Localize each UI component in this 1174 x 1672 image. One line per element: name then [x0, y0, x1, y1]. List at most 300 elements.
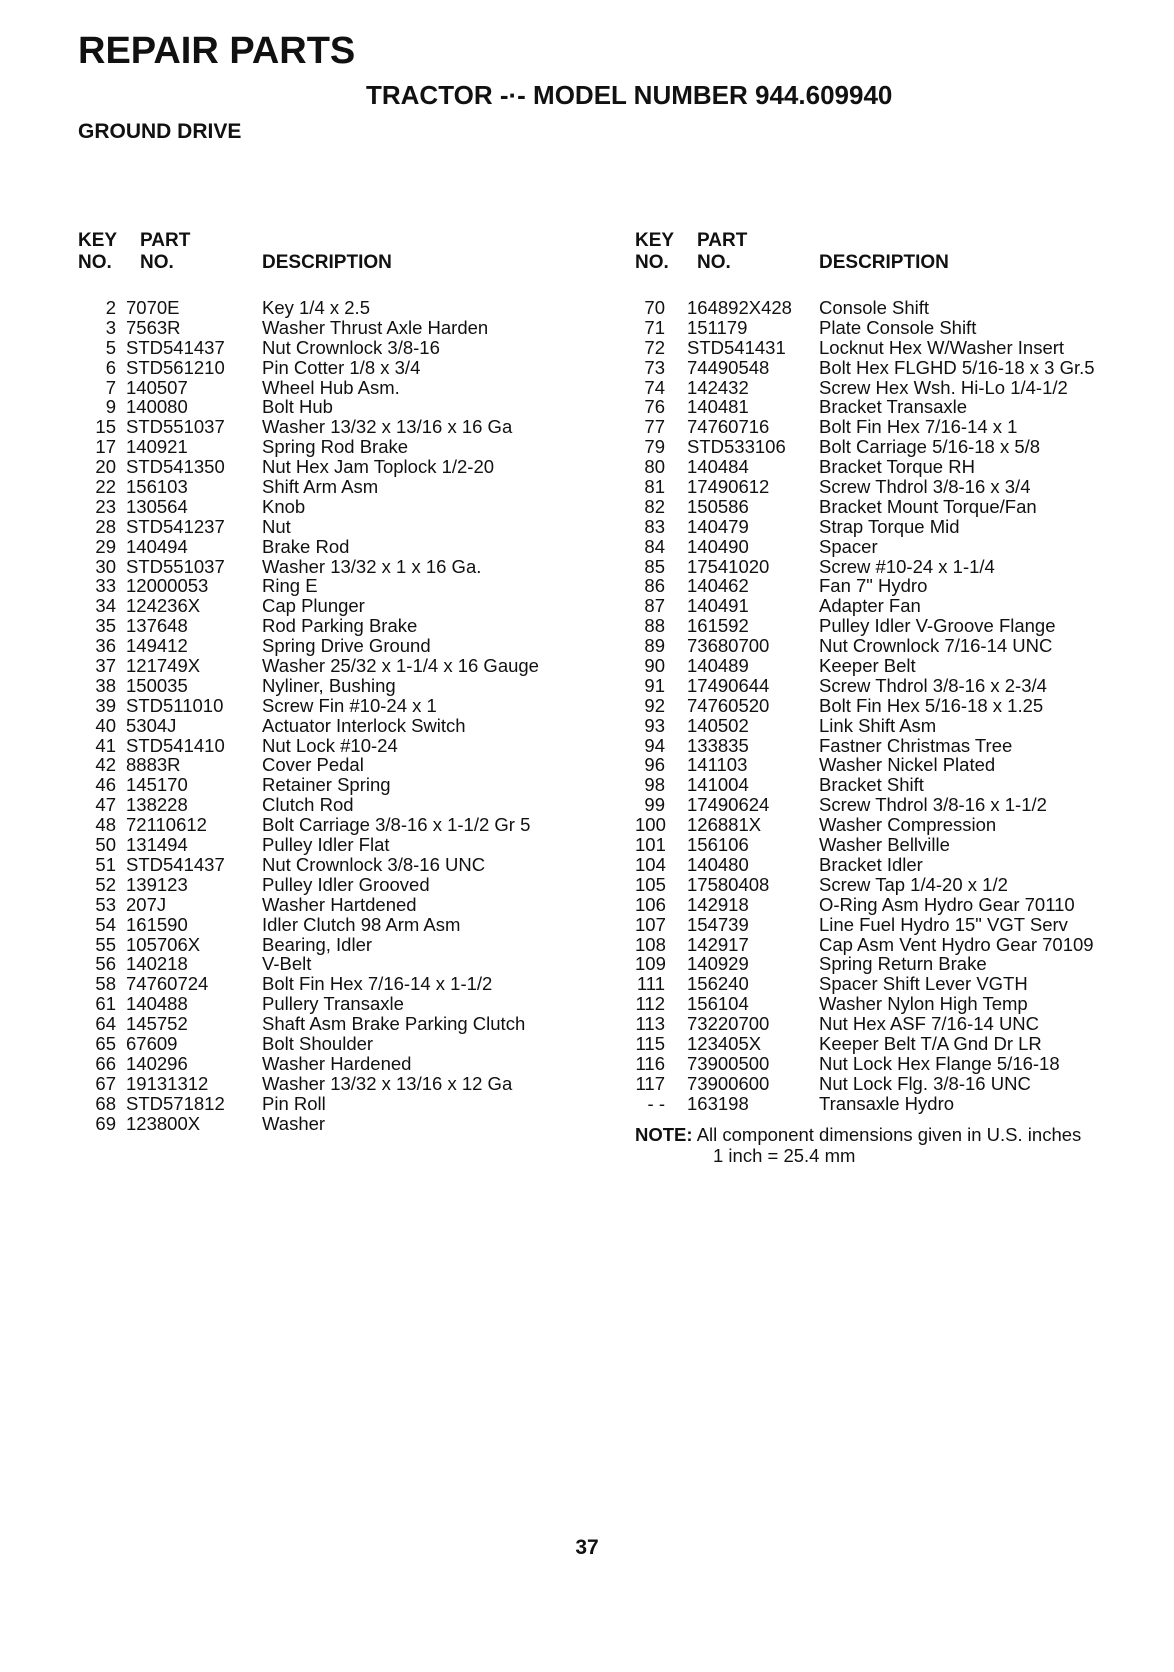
parts-row	[635, 338, 1155, 358]
key-no: 30	[95, 555, 116, 577]
part-no: STD541237	[126, 515, 225, 537]
parts-row	[78, 1034, 598, 1054]
key-no: 61	[95, 993, 116, 1015]
parts-row	[78, 1054, 598, 1074]
key-no: 115	[635, 1032, 665, 1054]
parts-row	[635, 676, 1155, 696]
key-no: 72	[644, 336, 665, 358]
part-no: 164892X428	[687, 297, 792, 318]
parts-row	[635, 935, 1155, 955]
key-no: 111	[636, 973, 665, 995]
parts-row	[635, 1014, 1155, 1034]
parts-list-right	[635, 298, 1155, 1114]
part-description: Bolt Hub	[262, 396, 333, 418]
part-no: 151179	[687, 316, 748, 338]
key-no: 81	[644, 476, 665, 498]
part-no: 17580408	[687, 873, 770, 895]
part-no: 142432	[687, 376, 749, 398]
part-description: Bracket Shift	[819, 774, 924, 796]
part-description: Bolt Hex FLGHD 5/16-18 x 3 Gr.5	[819, 356, 1095, 378]
part-no: 72110612	[126, 814, 207, 836]
parts-row	[78, 318, 598, 338]
part-no: 141004	[687, 774, 749, 796]
key-no: 108	[635, 933, 666, 955]
key-no: 54	[95, 913, 116, 935]
key-no: 100	[635, 814, 666, 836]
parts-row	[78, 576, 598, 596]
part-description: Washer 25/32 x 1-1/4 x 16 Gauge	[262, 655, 539, 677]
key-no: 106	[635, 893, 666, 915]
key-no: 107	[635, 913, 666, 935]
part-description: Bolt Fin Hex 7/16-14 x 1	[819, 416, 1018, 438]
part-no: 8883R	[126, 754, 181, 776]
part-description: Screw Thdrol 3/8-16 x 2-3/4	[819, 674, 1047, 696]
description-header: DESCRIPTION	[819, 252, 949, 273]
parts-row	[635, 1074, 1155, 1094]
part-no: STD541437	[126, 336, 225, 358]
parts-row	[78, 855, 598, 875]
part-no: 142918	[687, 893, 749, 915]
part-description: Idler Clutch 98 Arm Asm	[262, 913, 461, 935]
part-description: O-Ring Asm Hydro Gear 70110	[819, 893, 1075, 915]
part-description: Wheel Hub Asm.	[262, 376, 400, 398]
part-description: Bolt Carriage 5/16-18 x 5/8	[819, 436, 1041, 458]
part-no: 154739	[687, 913, 749, 935]
part-no: 140480	[687, 853, 749, 875]
part-description: Spacer Shift Lever VGTH	[819, 973, 1028, 995]
part-description: Pulley Idler Flat	[262, 834, 390, 856]
parts-row	[78, 935, 598, 955]
part-description: Locknut Hex W/Washer Insert	[819, 336, 1065, 358]
part-no: 140481	[687, 396, 749, 418]
parts-row	[78, 736, 598, 756]
part-no: 150586	[687, 495, 749, 517]
part-no: 133835	[687, 734, 749, 756]
parts-row	[78, 1014, 598, 1034]
key-no: 48	[95, 814, 116, 836]
part-description: Washer	[262, 1112, 326, 1134]
part-description: Nyliner, Bushing	[262, 674, 396, 696]
parts-row	[78, 636, 598, 656]
part-no: 140929	[687, 953, 749, 975]
key-no: 85	[644, 555, 665, 577]
part-description: Shift Arm Asm	[262, 476, 379, 498]
key-no: 76	[644, 396, 665, 418]
part-no: 141103	[687, 754, 748, 776]
part-description: Washer Hartdened	[262, 893, 417, 915]
part-header: PART	[140, 230, 191, 251]
parts-row	[635, 656, 1155, 676]
part-description: Bracket Idler	[819, 853, 923, 875]
part-no: 156104	[687, 993, 749, 1015]
part-description: Keeper Belt T/A Gnd Dr LR	[819, 1032, 1042, 1054]
part-description: Transaxle Hydro	[819, 1092, 955, 1114]
parts-row	[78, 517, 598, 537]
key-no: 41	[95, 734, 116, 756]
key-no: - -	[647, 1092, 665, 1114]
part-description: Link Shift Asm	[819, 714, 937, 736]
part-description: Nut Lock #10-24	[262, 734, 398, 756]
parts-row	[78, 656, 598, 676]
part-no-header: NO.	[140, 252, 174, 273]
part-no: STD561210	[126, 356, 225, 378]
part-description: Bolt Carriage 3/8-16 x 1-1/2 Gr 5	[262, 814, 531, 836]
key-no: 91	[644, 674, 665, 696]
part-no: STD551037	[126, 555, 225, 577]
parts-row	[78, 417, 598, 437]
note-text: All component dimensions given in U.S. inches	[696, 1123, 1082, 1145]
part-description: Bracket Mount Torque/Fan	[819, 495, 1037, 517]
key-no: 17	[95, 436, 116, 458]
part-no-header: NO.	[697, 252, 731, 273]
parts-row	[78, 358, 598, 378]
key-no: 67	[95, 1072, 116, 1094]
part-description: Bolt Fin Hex 5/16-18 x 1.25	[819, 694, 1044, 716]
parts-row	[635, 576, 1155, 596]
part-description: Cap Plunger	[262, 595, 365, 617]
part-description: Adapter Fan	[819, 595, 921, 617]
parts-row	[635, 1034, 1155, 1054]
parts-row	[78, 1114, 598, 1134]
part-description: V-Belt	[262, 953, 312, 975]
parts-row	[78, 795, 598, 815]
key-no: 69	[95, 1112, 116, 1134]
part-description: Key 1/4 x 2.5	[262, 297, 370, 318]
parts-row	[78, 775, 598, 795]
parts-row	[635, 895, 1155, 915]
parts-row	[78, 755, 598, 775]
key-no: 20	[95, 456, 116, 478]
part-no: 73900600	[687, 1072, 770, 1094]
part-description: Bolt Fin Hex 7/16-14 x 1-1/2	[262, 973, 493, 995]
part-no: 17490612	[687, 476, 770, 498]
part-no: 74760520	[687, 694, 770, 716]
part-description: Pin Cotter 1/8 x 3/4	[262, 356, 421, 378]
key-no-header: NO.	[78, 252, 112, 273]
part-no: 73680700	[687, 635, 770, 657]
note-label: NOTE:	[635, 1123, 693, 1145]
key-no: 42	[95, 754, 116, 776]
parts-row	[635, 736, 1155, 756]
parts-row	[635, 875, 1155, 895]
parts-row	[78, 696, 598, 716]
part-no: 131494	[126, 834, 188, 856]
part-no: STD541350	[126, 456, 225, 478]
note-conversion: 1 inch = 25.4 mm	[713, 1144, 856, 1166]
parts-row	[78, 557, 598, 577]
key-no-header: NO.	[635, 252, 669, 273]
part-description: Spring Return Brake	[819, 953, 987, 975]
part-no: 145170	[126, 774, 188, 796]
part-no: 140494	[126, 535, 188, 557]
parts-row	[635, 855, 1155, 875]
key-no: 84	[644, 535, 665, 557]
parts-row	[635, 378, 1155, 398]
key-no: 51	[95, 853, 116, 875]
part-description: Bracket Torque RH	[819, 456, 975, 478]
part-description: Nut	[262, 515, 291, 537]
key-no: 46	[95, 774, 116, 796]
parts-row	[635, 318, 1155, 338]
parts-row	[78, 596, 598, 616]
part-no: 67609	[126, 1032, 178, 1054]
part-description: Washer 13/32 x 13/16 x 12 Ga	[262, 1072, 513, 1094]
part-no: 74490548	[687, 356, 770, 378]
part-no: 140921	[126, 436, 188, 458]
parts-row	[78, 835, 598, 855]
part-no: 138228	[126, 794, 188, 816]
key-no: 113	[635, 1013, 665, 1035]
key-no: 74	[644, 376, 665, 398]
key-no: 22	[95, 476, 116, 498]
parts-row	[635, 298, 1155, 318]
parts-row	[78, 1094, 598, 1114]
part-description: Screw Thdrol 3/8-16 x 3/4	[819, 476, 1031, 498]
part-description: Ring E	[262, 575, 318, 597]
parts-row	[635, 596, 1155, 616]
key-no: 98	[644, 774, 665, 796]
part-description: Nut Crownlock 3/8-16 UNC	[262, 853, 486, 875]
parts-row	[635, 397, 1155, 417]
key-no: 47	[95, 794, 116, 816]
part-description: Rod Parking Brake	[262, 615, 418, 637]
part-no: 156103	[126, 476, 188, 498]
parts-row	[635, 437, 1155, 457]
parts-row	[635, 1054, 1155, 1074]
parts-row	[78, 716, 598, 736]
parts-row	[635, 815, 1155, 835]
part-description: Strap Torque Mid	[819, 515, 960, 537]
key-no: 38	[95, 674, 116, 696]
description-header: DESCRIPTION	[262, 252, 392, 273]
part-no: STD511010	[126, 694, 224, 716]
parts-row	[78, 1074, 598, 1094]
parts-row	[635, 755, 1155, 775]
part-no: 207J	[126, 893, 167, 915]
parts-row	[635, 457, 1155, 477]
part-description: Pulley Idler V-Groove Flange	[819, 615, 1056, 637]
key-no: 28	[95, 515, 116, 537]
parts-row	[635, 497, 1155, 517]
parts-row	[78, 378, 598, 398]
part-no: 73220700	[687, 1013, 770, 1035]
parts-row	[635, 358, 1155, 378]
part-no: 121749X	[126, 655, 201, 677]
key-no: 40	[95, 714, 116, 736]
parts-row	[635, 636, 1155, 656]
part-no: 142917	[687, 933, 749, 955]
parts-row	[78, 974, 598, 994]
parts-row	[78, 954, 598, 974]
parts-row	[78, 298, 598, 318]
column-header	[78, 230, 598, 282]
part-description: Nut Crownlock 3/8-16	[262, 336, 440, 358]
part-no: 74760724	[126, 973, 209, 995]
part-no: STD533106	[687, 436, 786, 458]
part-no: 140080	[126, 396, 188, 418]
part-description: Bolt Shoulder	[262, 1032, 374, 1054]
key-no: 37	[95, 655, 116, 677]
part-description: Fan 7" Hydro	[819, 575, 928, 597]
part-no: 156106	[687, 834, 749, 856]
key-no: 15	[95, 416, 116, 438]
key-no: 7	[105, 376, 116, 398]
parts-row	[78, 616, 598, 636]
part-description: Spacer	[819, 535, 878, 557]
key-no: 68	[95, 1092, 116, 1114]
parts-row	[635, 915, 1155, 935]
part-description: Washer 13/32 x 13/16 x 16 Ga	[262, 416, 513, 438]
key-no: 109	[635, 953, 666, 975]
parts-row	[78, 895, 598, 915]
key-no: 83	[644, 515, 665, 537]
part-no: 140502	[687, 714, 749, 736]
parts-row	[78, 397, 598, 417]
key-no: 9	[105, 396, 116, 418]
part-description: Screw Thdrol 3/8-16 x 1-1/2	[819, 794, 1047, 816]
part-no: 73900500	[687, 1052, 770, 1074]
parts-column-left	[78, 230, 598, 1133]
key-no: 36	[95, 635, 116, 657]
parts-row	[78, 497, 598, 517]
key-no: 101	[635, 834, 666, 856]
key-no: 3	[105, 316, 116, 338]
part-no: STD541437	[126, 853, 225, 875]
part-description: Nut Hex Jam Toplock 1/2-20	[262, 456, 495, 478]
part-no: 19131312	[126, 1072, 209, 1094]
part-description: Pin Roll	[262, 1092, 326, 1114]
part-description: Keeper Belt	[819, 655, 916, 677]
parts-row	[635, 775, 1155, 795]
key-no: 64	[95, 1013, 116, 1035]
key-no: 2	[105, 297, 116, 318]
part-no: 123405X	[687, 1032, 762, 1054]
part-no: 12000053	[126, 575, 209, 597]
key-no: 80	[644, 456, 665, 478]
part-description: Cap Asm Vent Hydro Gear 70109	[819, 933, 1094, 955]
key-no: 70	[644, 297, 665, 318]
part-no: 130564	[126, 495, 188, 517]
key-no: 105	[635, 873, 666, 895]
part-description: Screw Tap 1/4-20 x 1/2	[819, 873, 1008, 895]
part-no: 140490	[687, 535, 749, 557]
parts-row	[635, 517, 1155, 537]
key-no: 66	[95, 1052, 116, 1074]
part-no: 150035	[126, 674, 188, 696]
key-no: 99	[644, 794, 665, 816]
part-description: Screw #10-24 x 1-1/4	[819, 555, 995, 577]
part-no: 140491	[687, 595, 749, 617]
parts-row	[78, 338, 598, 358]
part-description: Washer Compression	[819, 814, 997, 836]
key-no: 73	[644, 356, 665, 378]
part-no: 161590	[126, 913, 188, 935]
part-description: Line Fuel Hydro 15" VGT Serv	[819, 913, 1068, 935]
parts-row	[635, 974, 1155, 994]
part-description: Retainer Spring	[262, 774, 391, 796]
part-no: 17541020	[687, 555, 770, 577]
key-no: 39	[95, 694, 116, 716]
key-no: 71	[644, 316, 665, 338]
key-no: 96	[644, 754, 665, 776]
part-description: Nut Hex ASF 7/16-14 UNC	[819, 1013, 1040, 1035]
part-no: STD551037	[126, 416, 225, 438]
part-description: Bearing, Idler	[262, 933, 373, 955]
key-no: 89	[644, 635, 665, 657]
parts-row	[78, 437, 598, 457]
parts-row	[78, 915, 598, 935]
part-description: Washer 13/32 x 1 x 16 Ga.	[262, 555, 482, 577]
part-description: Nut Lock Hex Flange 5/16-18	[819, 1052, 1060, 1074]
parts-row	[635, 417, 1155, 437]
part-no: 5304J	[126, 714, 177, 736]
key-no: 6	[105, 356, 116, 378]
part-description: Pulley Idler Grooved	[262, 873, 430, 895]
key-no: 65	[95, 1032, 116, 1054]
part-no: 140484	[687, 456, 749, 478]
part-description: Plate Console Shift	[819, 316, 977, 338]
key-no: 79	[644, 436, 665, 458]
parts-row	[78, 457, 598, 477]
key-no: 112	[635, 993, 665, 1015]
part-description: Knob	[262, 495, 306, 517]
part-description: Brake Rod	[262, 535, 350, 557]
part-description: Washer Thrust Axle Harden	[262, 316, 489, 338]
part-no: 139123	[126, 873, 188, 895]
part-no: 140218	[126, 953, 188, 975]
parts-row	[78, 815, 598, 835]
parts-row	[78, 875, 598, 895]
part-no: 17490624	[687, 794, 770, 816]
key-no: 92	[644, 694, 665, 716]
part-header: PART	[697, 230, 748, 251]
part-no: 140488	[126, 993, 188, 1015]
key-no: 5	[105, 336, 116, 358]
parts-row	[635, 696, 1155, 716]
section-heading: GROUND DRIVE	[78, 120, 242, 143]
part-no: 161592	[687, 615, 749, 637]
parts-row	[635, 1094, 1155, 1114]
key-header: KEY	[635, 230, 675, 251]
key-no: 94	[644, 734, 665, 756]
parts-row	[635, 716, 1155, 736]
part-no: 124236X	[126, 595, 201, 617]
parts-row	[635, 537, 1155, 557]
key-no: 104	[635, 853, 666, 875]
part-no: 140479	[687, 515, 749, 537]
parts-column-right	[635, 230, 1155, 1166]
part-no: 105706X	[126, 933, 201, 955]
key-no: 77	[644, 416, 665, 438]
key-no: 117	[635, 1072, 665, 1094]
part-description: Washer Nylon High Temp	[819, 993, 1028, 1015]
key-no: 23	[95, 495, 116, 517]
key-no: 90	[644, 655, 665, 677]
column-header	[635, 230, 1155, 282]
key-no: 33	[95, 575, 116, 597]
part-no: 140462	[687, 575, 749, 597]
parts-list-left	[78, 298, 598, 1133]
key-no: 29	[95, 535, 116, 557]
key-no: 93	[644, 714, 665, 736]
key-no: 56	[95, 953, 116, 975]
dimension-note	[635, 1124, 1155, 1166]
part-description: Actuator Interlock Switch	[262, 714, 466, 736]
part-description: Bracket Transaxle	[819, 396, 968, 418]
parts-row	[78, 994, 598, 1014]
part-description: Fastner Christmas Tree	[819, 734, 1013, 756]
key-no: 53	[95, 893, 116, 915]
